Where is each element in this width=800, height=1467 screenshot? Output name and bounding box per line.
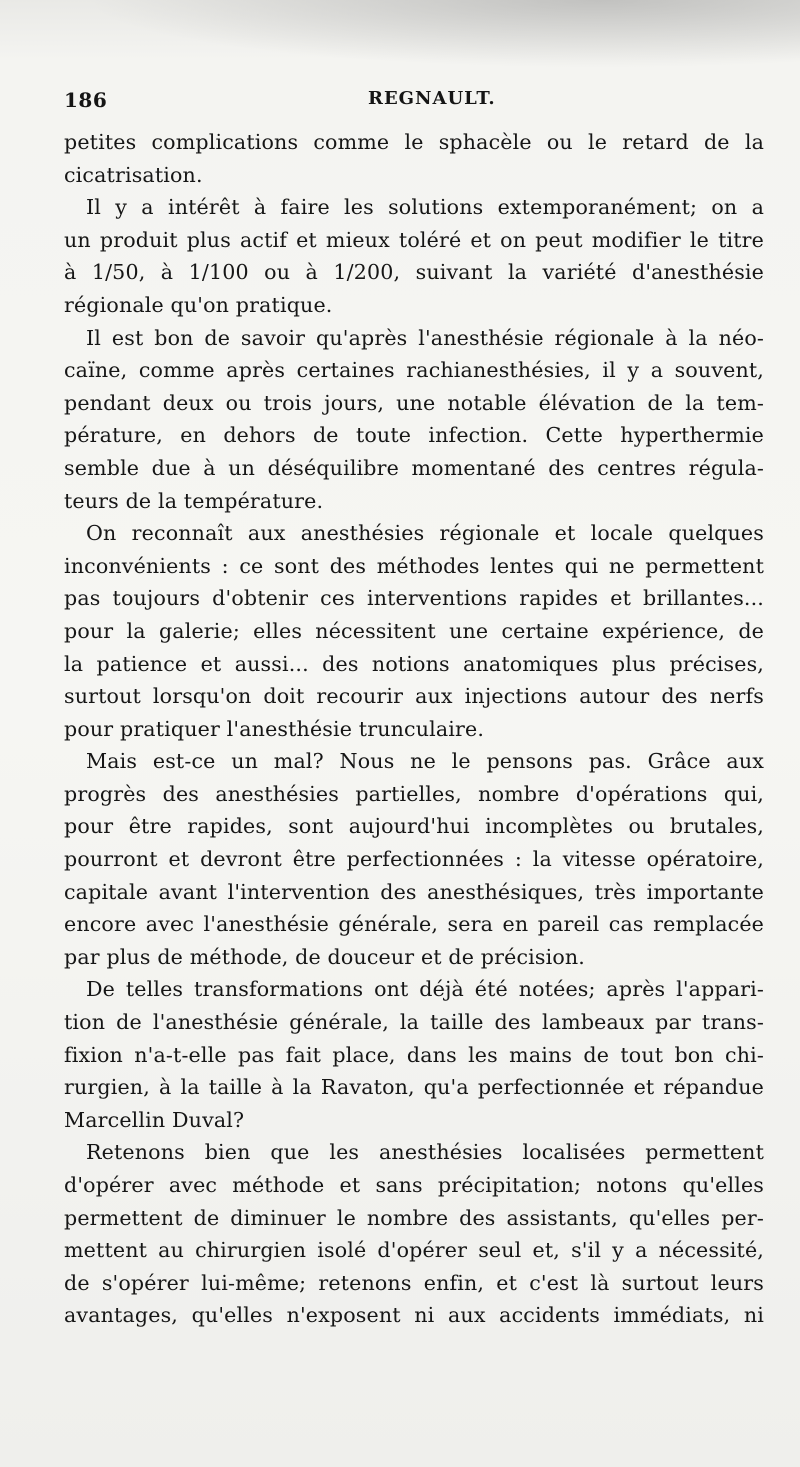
text-line: pas toujours d'obtenir ces interventions rapides et brillantes... xyxy=(64,586,764,611)
text-line: la patience et aussi... des notions anatomiques plus précises, xyxy=(64,651,764,676)
text-line: caïne, comme après certaines rachianesthésies, il y a souvent, xyxy=(64,358,764,383)
text-line: surtout lorsqu'on doit recourir aux injections autour des nerfs xyxy=(64,684,764,709)
text-line: semble due à un déséquilibre momentané des centres régula- xyxy=(64,455,764,480)
text-line: encore avec l'anesthésie générale, sera en pareil cas remplacée xyxy=(64,912,764,937)
text-line: Retenons bien que les anesthésies localisées permettent xyxy=(86,1140,764,1165)
text-line: inconvénients : ce sont des méthodes lentes qui ne permettent xyxy=(64,553,764,578)
text-line: Mais est-ce un mal? Nous ne le pensons pas. Grâce aux xyxy=(86,749,764,774)
page-number: 186 xyxy=(64,88,108,112)
text-line: pourront et devront être perfectionnées : la vitesse opératoire, xyxy=(64,847,764,872)
text-line: avantages, qu'elles n'exposent ni aux accidents immédiats, ni xyxy=(64,1303,764,1328)
text-line: cicatrisation. xyxy=(64,162,203,187)
text-line: régionale qu'on pratique. xyxy=(64,292,333,317)
text-line: rurgien, à la taille à la Ravaton, qu'a perfectionnée et répandue xyxy=(64,1075,764,1100)
text-line: par plus de méthode, de douceur et de précision. xyxy=(64,944,585,969)
text-line: pérature, en dehors de toute infection. Cette hyperthermie xyxy=(64,423,764,448)
page-header xyxy=(64,88,764,118)
scan-shading xyxy=(0,0,800,80)
text-line: teurs de la température. xyxy=(64,488,324,513)
text-line: permettent de diminuer le nombre des assistants, qu'elles per- xyxy=(64,1205,764,1230)
text-line: pour la galerie; elles nécessitent une certaine expérience, de xyxy=(64,618,764,643)
running-head: REGNAULT. xyxy=(368,88,496,109)
text-line: un produit plus actif et mieux toléré et on peut modifier le titre xyxy=(64,227,764,252)
text-line: On reconnaît aux anesthésies régionale et locale quelques xyxy=(86,521,764,546)
text-line: Marcellin Duval? xyxy=(64,1107,245,1132)
text-line: pour être rapides, sont aujourd'hui incomplètes ou brutales, xyxy=(64,814,764,839)
text-line: de s'opérer lui-même; retenons enfin, et c'est là surtout leurs xyxy=(64,1270,764,1295)
text-line: mettent au chirurgien isolé d'opérer seul et, s'il y a nécessité, xyxy=(64,1238,764,1263)
text-line: pour pratiquer l'anesthésie trunculaire. xyxy=(64,716,485,741)
body-text xyxy=(64,126,764,1332)
text-line: progrès des anesthésies partielles, nombre d'opérations qui, xyxy=(64,781,764,806)
text-line: Il y a intérêt à faire les solutions extemporanément; on a xyxy=(86,195,764,220)
text-line: fixion n'a-t-elle pas fait place, dans les mains de tout bon chi- xyxy=(64,1042,764,1067)
text-line: à 1/50, à 1/100 ou à 1/200, suivant la variété d'anesthésie xyxy=(64,260,764,285)
text-line: pendant deux ou trois jours, une notable élévation de la tem- xyxy=(64,390,764,415)
text-line: capitale avant l'intervention des anesthésiques, très importante xyxy=(64,879,764,904)
text-line: d'opérer avec méthode et sans précipitation; notons qu'elles xyxy=(64,1173,764,1197)
text-line: tion de l'anesthésie générale, la taille des lambeaux par trans- xyxy=(64,1010,764,1035)
text-line: petites complications comme le sphacèle ou le retard de la xyxy=(64,130,764,154)
text-line: Il est bon de savoir qu'après l'anesthésie régionale à la néo- xyxy=(86,325,764,350)
text-line: De telles transformations ont déjà été notées; après l'appari- xyxy=(86,977,764,1002)
